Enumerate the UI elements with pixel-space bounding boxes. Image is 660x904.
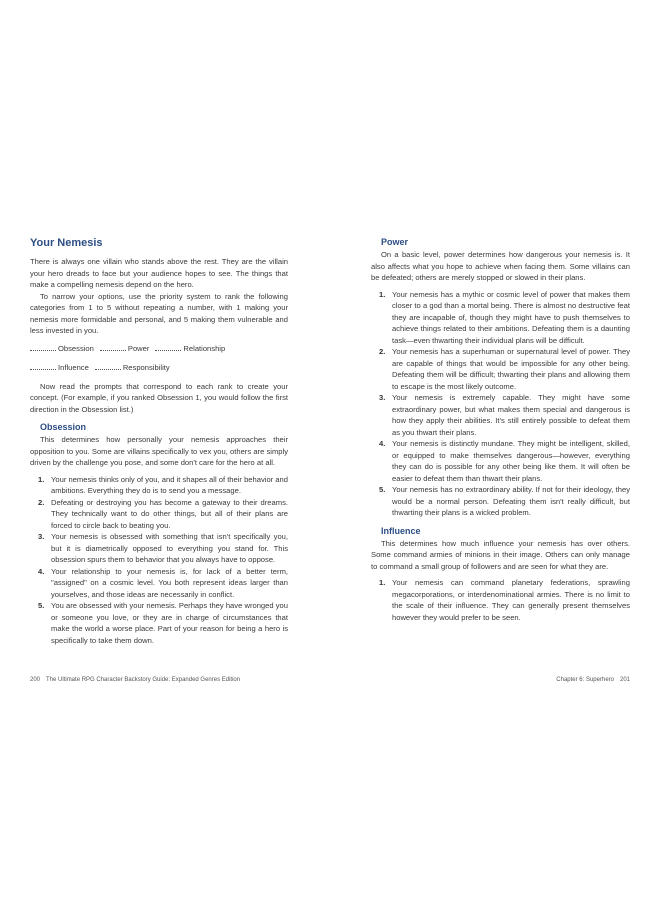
list-item: 3. Your nemesis is extremely capable. They might have some extraordinary power, but what makes them special and dangerous is how they apply their abilities. It's still entirely possible to defeat them as you thwart their plans. (379, 393, 630, 437)
now-read-paragraph: Now read the prompts that correspond to each rank to create your concept. (For example, if you ranked Obsession 1, you would follow the first direction in the Obsession list.) (30, 381, 288, 414)
intro-paragraph: There is always one villain who stands above the rest. They are the villain your hero dreads to face but your audience hopes to see. The things that make a compelling nemesis depend on the hero. (30, 257, 288, 289)
rank-blank-obsession[interactable]: Obsession (30, 342, 94, 355)
rank-blank-influence[interactable]: Influence (30, 361, 89, 374)
left-column (30, 236, 288, 646)
rank-blank-relationship[interactable]: Relationship (155, 342, 225, 355)
rank-blank-responsibility[interactable]: Responsibility (95, 361, 170, 374)
narrow-paragraph: To narrow your options, use the priority system to rank the following categories from 1 to 5 without repeating a number, with 1 making your nemesis more formidable and personal, and 5 making them vulnerable and less invested in you. (30, 291, 288, 335)
list-item: 2. Your nemesis has a superhuman or supernatural level of power. They are capable of things that would be impossible for any other being. Defeating them will be difficult; thwarting their plans and allowing them to escape is the most likely outcome. (379, 347, 630, 391)
ranking-blanks (30, 342, 288, 374)
list-item: 3. Your nemesis is obsessed with something that isn't specifically you, but it is diametrically opposed to everything you stand for. This obsession spurs them to behavior that you always have to oppose. (38, 532, 288, 564)
left-footer (30, 677, 240, 683)
right-footer (556, 677, 630, 683)
page-title: Your Nemesis (30, 237, 103, 249)
obsession-heading: Obsession (40, 422, 87, 432)
list-item: 1. Your nemesis thinks only of you, and it shapes all of their behavior and ambitions. Everything they do is to send you a message. (38, 474, 288, 495)
influence-heading: Influence (381, 525, 421, 536)
page-number: 201 (619, 677, 630, 683)
power-list (371, 289, 630, 519)
obsession-list (30, 474, 288, 647)
list-item: 5. Your nemesis has no extraordinary ability. If not for their ideology, they would be a normal person. Defeating them isn't really difficult, but thwarting their plans is a wicked problem. (379, 485, 630, 517)
list-item: 5. You are obsessed with your nemesis. Perhaps they have wronged you or someone you love, or they are in charge of circumstances that make the world a worse place. Part of your reason for being a hero is specifically to take them down. (38, 601, 288, 645)
power-desc: On a basic level, power determines how dangerous your nemesis is. It also affects what you hope to achieve when facing them. Some villains can be defeated; others are merely stopped or slowed in their plans. (371, 250, 630, 282)
influence-desc: This determines how much influence your nemesis has over others. Some command armies of minions in their image. Others can only manage to command a small group of followers and are seen for what they are. (371, 538, 630, 571)
rank-blank-power[interactable]: Power (100, 342, 150, 355)
book-title: The Ultimate RPG Character Backstory Guide: Expanded Genres Edition (46, 677, 241, 683)
list-item: 4. Your relationship to your nemesis is, for lack of a better term, "assigned" on a cosmic level. You both represent ideas larger than yourselves, and those ideas are necessarily in conflict. (38, 566, 288, 599)
chapter-title: Chapter 6: Superhero (556, 677, 614, 683)
list-item: 4. Your nemesis is distinctly mundane. They might be intelligent, skilled, or equipped to make themselves dangerous—however, everything they can do is possible for any other being like them. It will often be easier to defeat them than thwart their plans. (379, 439, 630, 483)
list-item: 1. Your nemesis has a mythic or cosmic level of power that makes them closer to a god than a mortal being. There is almost no destructive feat they are incapable of, though they might have to push themselves to achieve things related to their ambitions. Defeating them is a daunting task—even thwarting their individual plans will be difficult. (379, 289, 630, 345)
right-column (371, 236, 630, 623)
obsession-desc: This determines how personally your nemesis approaches their opposition to you. Some are villains specifically to vex you, others are simply driven by the challenge you pose, and some don't care for the hero at all. (30, 435, 288, 467)
influence-list (371, 577, 630, 623)
list-item: 1. Your nemesis can command planetary federations, sprawling megacorporations, or interdenominational armies. There is no limit to the scale of their influence. They can generally present themselves however they would prefer to be seen. (379, 578, 630, 622)
list-item: 2. Defeating or destroying you has become a gateway to their dreams. They technically want to do other things, but all of their plans are forced to circle back to beating you. (38, 497, 288, 530)
power-heading: Power (381, 237, 409, 247)
page-number: 200 (30, 677, 41, 683)
